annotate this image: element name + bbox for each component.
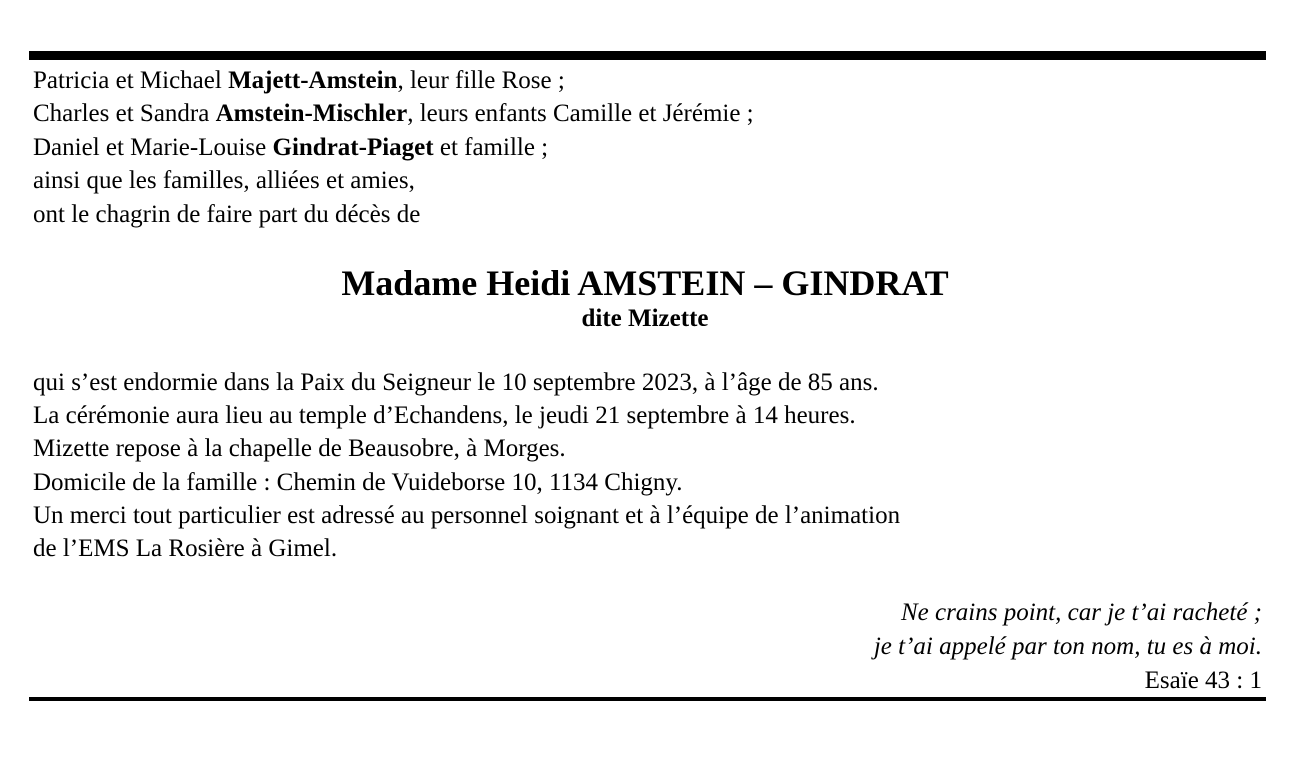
family-line: Patricia et Michael Majett-Amstein, leur fille Rose ; (33, 67, 565, 94)
deceased-name-block (0, 262, 1298, 334)
detail-line: Un merci tout particulier est adressé au personnel soignant et à l’équipe de l’animation (33, 501, 901, 529)
detail-line: qui s’est endormie dans la Paix du Seigneur le 10 septembre 2023, à l’âge de 85 ans. (33, 369, 879, 396)
family-line: ainsi que les familles, alliées et amies, (33, 167, 415, 195)
detail-line: La cérémonie aura lieu au temple d’Echandens, le jeudi 21 septembre à 14 heures. (33, 402, 856, 430)
verse-line: je t’ai appelé par ton nom, tu es à moi. (873, 633, 1262, 660)
bottom-rule (29, 697, 1266, 701)
family-surname: Amstein-Mischler (215, 100, 408, 128)
family-line: Daniel et Marie-Louise Gindrat-Piaget et famille ; (33, 133, 549, 161)
family-line: ont le chagrin de faire part du décès de (33, 200, 421, 228)
deceased-name: Madame Heidi AMSTEIN – GINDRAT (341, 263, 949, 303)
family-surname: Gindrat-Piaget (272, 133, 434, 161)
verse-reference: Esaïe 43 : 1 (1144, 667, 1262, 694)
family-announcement (33, 64, 754, 231)
family-line: Charles et Sandra Amstein-Mischler, leurs enfants Camille et Jérémie ; (33, 100, 754, 128)
ceremony-details (33, 366, 900, 565)
detail-line: de l’EMS La Rosière à Gimel. (33, 535, 338, 563)
detail-line: Mizette repose à la chapelle de Beausobre, à Morges. (33, 435, 566, 463)
bible-verse (874, 596, 1262, 698)
top-rule (29, 51, 1266, 60)
verse-line: Ne crains point, car je t’ai racheté ; (900, 599, 1262, 626)
deceased-nickname: dite Mizette (581, 305, 709, 332)
family-surname: Majett-Amstein (228, 67, 398, 94)
detail-line: Domicile de la famille : Chemin de Vuideborse 10, 1134 Chigny. (33, 468, 683, 496)
